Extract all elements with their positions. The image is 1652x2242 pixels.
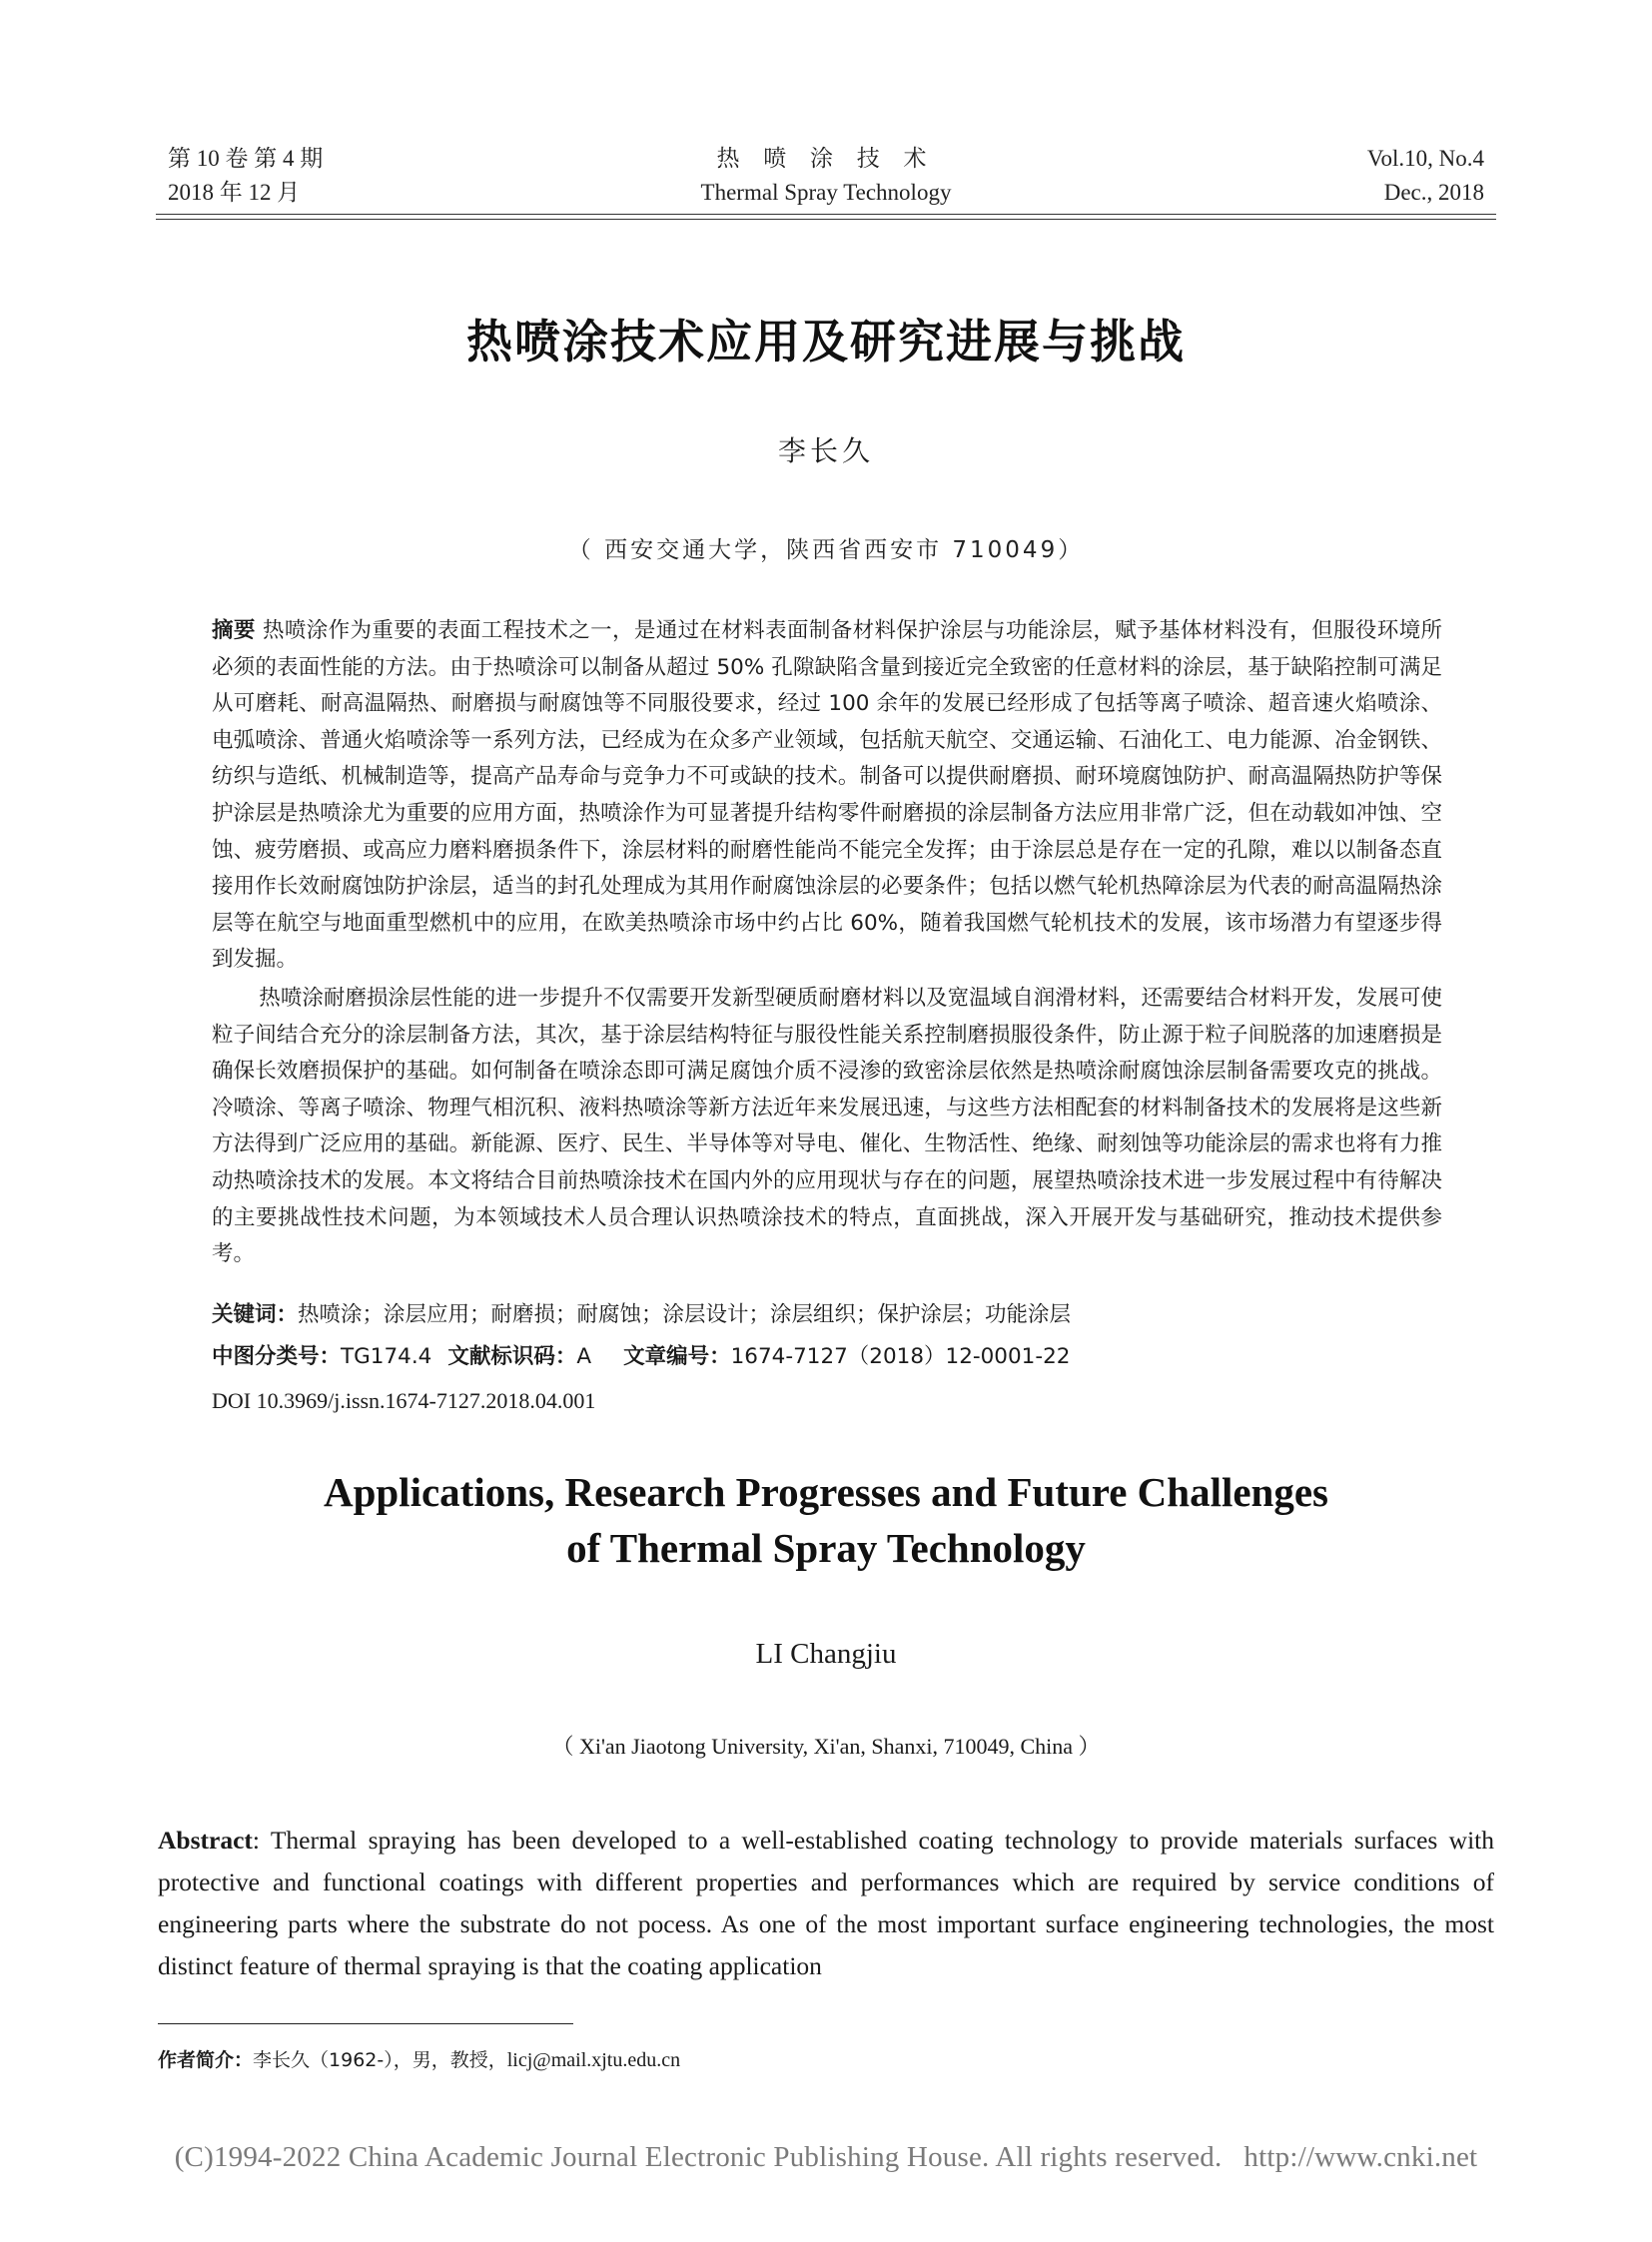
header-right (1367, 142, 1484, 210)
abstract-cn-label: 摘要 (212, 618, 256, 643)
author-cn: 李长久 (777, 434, 874, 467)
copyright-notice (0, 2141, 1652, 2174)
copyright-text: (C)1994-2022 China Academic Journal Electronic Publishing House. All rights reserved. (174, 2141, 1223, 2173)
classification-line (212, 1340, 1070, 1374)
abstract-en (158, 1820, 1494, 1987)
paper-title-en-line-2: of Thermal Spray Technology (566, 1525, 1086, 1571)
footnote-label: 作者简介： (158, 2049, 254, 2071)
footnote-rule (158, 2023, 573, 2024)
header-rule-thin (156, 219, 1496, 220)
doc-code-value: A (576, 1344, 592, 1369)
cnki-url: http://www.cnki.net (1243, 2141, 1478, 2173)
author-email: licj@mail.xjtu.edu.cn (506, 2049, 681, 2071)
clc-label: 中图分类号： (212, 1344, 342, 1369)
article-number-label: 文章编号： (623, 1344, 731, 1369)
abstract-en-label: Abstract (158, 1826, 253, 1855)
doc-code-label: 文献标识码： (447, 1344, 577, 1369)
publication-date: 2018 年 12 月 (168, 180, 301, 205)
journal-name-en: Thermal Spray Technology (700, 180, 952, 205)
abstract-cn-paragraph-2: 热喷涂耐磨损涂层性能的进一步提升不仅需要开发新型硬质耐磨材料以及宽温域自润滑材料，还需要结合材料开发，发展可使粒子间结合充分的涂层制备方法，其次，基于涂层结构特征与服役性能关系控制磨损服役条件，防止源于粒子间脱落的加速磨损是确保长效磨损保护的基础。如何制备在喷涂态即可满足腐蚀介质不浸渗的致密涂层依然是热喷涂耐腐蚀涂层制备需要攻克的挑战。冷喷涂、等离子喷涂、物理气相沉积、液料热喷涂等新方法近年来发展迅速，与这些方法相配套的材料制备技术的发展将是这些新方法得到广泛应用的基础。新能源、医疗、民生、半导体等对导电、催化、生物活性、绝缘、耐刻蚀等功能涂层的需求也将有力推动热喷涂技术的发展。本文将结合目前热喷涂技术在国内外的应用现状与存在的问题，展望热喷涂技术进一步发展过程中有待解决的主要挑战性技术问题，为本领域技术人员合理认识热喷涂技术的特点，直面挑战，深入开展开发与基础研究，推动技术提供参考。 (212, 986, 1442, 1267)
paper-title-en-line-1: Applications, Research Progresses and Future Challenges (323, 1469, 1329, 1515)
volume-issue: 第 10 卷 第 4 期 (168, 146, 324, 171)
abstract-en-text: : Thermal spraying has been developed to a well-established coating technology to provide materials surfaces with protective and functional coatings with different properties and performances which are required by service conditions of engineering parts where the substrate do not pocess. As one of the most important surface engineering technologies, the most distinct feature of thermal spraying is that the coating application (158, 1826, 1494, 1980)
author-footnote (158, 2045, 680, 2075)
keywords-label: 关键词： (212, 1302, 299, 1327)
volume-issue-en: Vol.10, No.4 (1366, 146, 1484, 171)
affiliation-cn: （ 西安交通大学，陕西省西安市 710049） (567, 537, 1085, 563)
publication-date-en: Dec., 2018 (1383, 180, 1484, 205)
article-number-value: 1674-7127（2018）12-0001-22 (730, 1344, 1071, 1369)
keywords (212, 1298, 1071, 1332)
affiliation-en: （ Xi'an Jiaotong University, Xi'an, Shanxi, 710049, China ） (551, 1734, 1101, 1759)
abstract-cn-paragraph-1: 热喷涂作为重要的表面工程技术之一，是通过在材料表面制备材料保护涂层与功能涂层，赋予基体材料没有，但服役环境所必须的表面性能的方法。由于热喷涂可以制备从超过 50% 孔隙缺陷含量到接近完全致密的任意材料的涂层，基于缺陷控制可满足从可磨耗、耐高温隔热、耐磨损与耐腐蚀等不同服役要求，经过 100 余年的发展已经形成了包括等离子喷涂、超音速火焰喷涂、电弧喷涂、普通火焰喷涂等一系列方法，已经成为在众多产业领域，包括航天航空、交通运输、石油化工、电力能源、冶金钢铁、纺织与造纸、机械制造等，提高产品寿命与竞争力不可或缺的技术。制备可以提供耐磨损、耐环境腐蚀防护、耐高温隔热防护等保护涂层是热喷涂尤为重要的应用方面，热喷涂作为可显著提升结构零件耐磨损的涂层制备方法应用非常广泛，但在动载如冲蚀、空蚀、疲劳磨损、或高应力磨料磨损条件下，涂层材料的耐磨性能尚不能完全发挥；由于涂层总是存在一定的孔隙，难以以制备态直接用作长效耐腐蚀防护涂层，适当的封孔处理成为其用作耐腐蚀涂层的必要条件；包括以燃气轮机热障涂层为代表的耐高温隔热涂层等在航空与地面重型燃机中的应用，在欧美热喷涂市场中约占比 60%，随着我国燃气轮机技术的发展，该市场潜力有望逐步得到发掘。 (212, 618, 1442, 973)
footnote-text: 李长久（1962-），男，教授， (253, 2049, 507, 2071)
paper-title-en (0, 1464, 1652, 1576)
doi: DOI 10.3969/j.issn.1674-7127.2018.04.001 (212, 1388, 596, 1413)
clc-value: TG174.4 (341, 1344, 432, 1369)
paper-title-cn: 热喷涂技术应用及研究进展与挑战 (466, 315, 1186, 369)
header-rule (156, 214, 1496, 215)
author-en: LI Changjiu (755, 1638, 897, 1670)
keywords-value: 热喷涂；涂层应用；耐磨损；耐腐蚀；涂层设计；涂层组织；保护涂层；功能涂层 (298, 1302, 1072, 1327)
journal-name-cn: 热 喷 涂 技 术 (716, 146, 936, 171)
abstract-cn (212, 613, 1442, 979)
